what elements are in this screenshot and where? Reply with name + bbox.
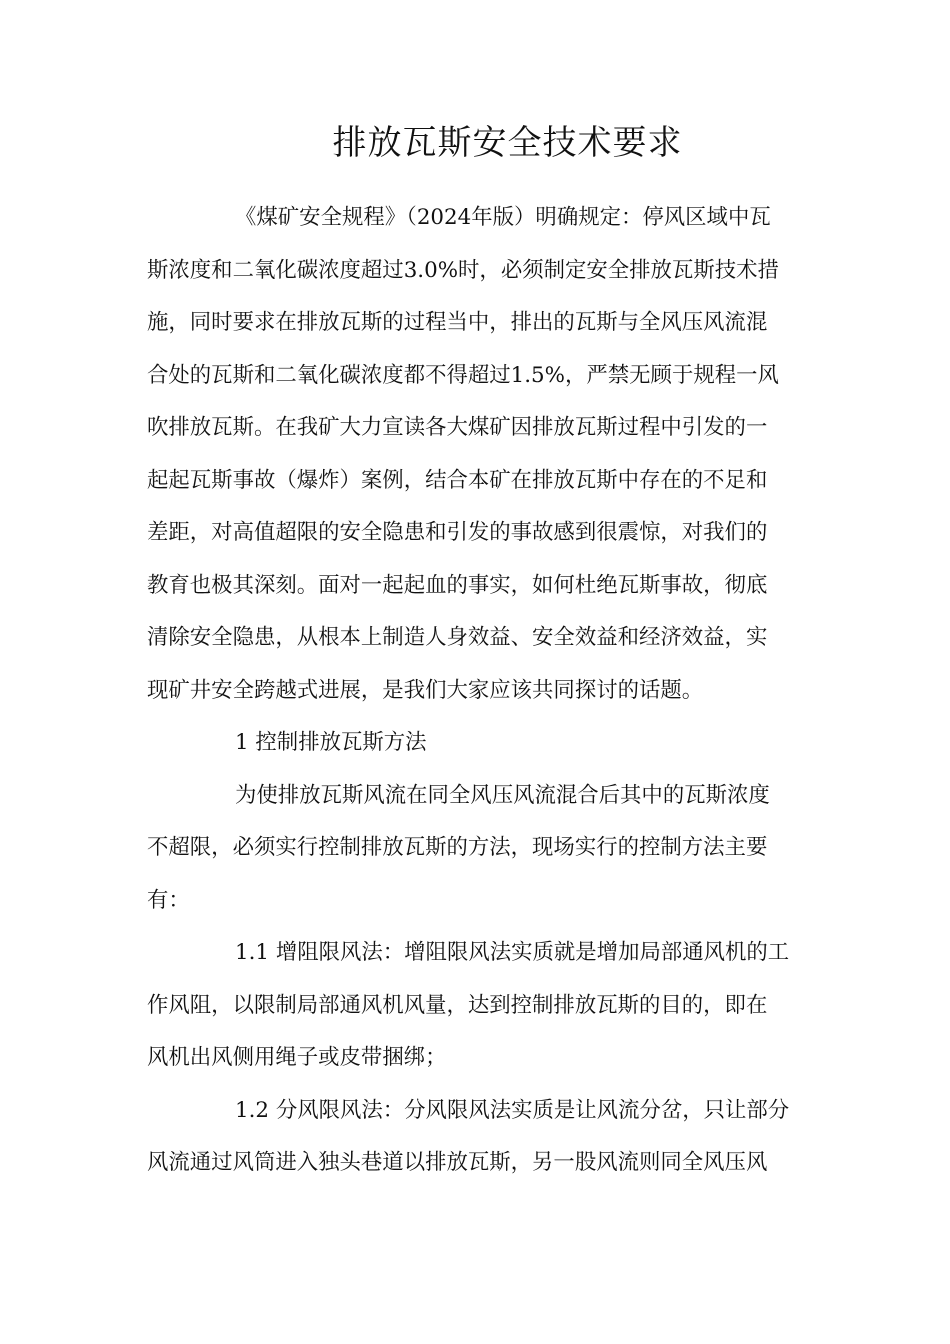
document-title: 排放瓦斯安全技术要求	[332, 123, 683, 163]
paragraph-line: 现矿井安全跨越式进展，是我们大家应该共同探讨的话题。	[147, 677, 704, 703]
paragraph-line: 清除安全隐患，从根本上制造人身效益、安全效益和经济效益，实	[147, 625, 768, 650]
section-heading: 1 控制排放瓦斯方法	[235, 730, 427, 755]
paragraph-line: 作风阻，以限制局部通风机风量，达到控制排放瓦斯的目的，即在	[147, 992, 768, 1018]
paragraph-line: 施，同时要求在排放瓦斯的过程当中，排出的瓦斯与全风压风流混	[147, 310, 768, 335]
document-body	[147, 192, 805, 1190]
paragraph-line: 1.2 分风限风法：分风限风法实质是让风流分岔，只让部分	[235, 1097, 790, 1123]
paragraph-line: 教育也极其深刻。面对一起起血的事实，如何杜绝瓦斯事故，彻底	[147, 572, 768, 598]
paragraph-line: 1.1 增阻限风法：增阻限风法实质就是增加局部通风机的工	[235, 940, 790, 965]
paragraph-line: 为使排放瓦斯风流在同全风压风流混合后其中的瓦斯浓度	[235, 782, 770, 808]
paragraph-line: 《煤矿安全规程》（2024年版）明确规定：停风区域中瓦	[235, 205, 771, 230]
paragraph-line: 吹排放瓦斯。在我矿大力宣读各大煤矿因排放瓦斯过程中引发的一	[147, 415, 768, 440]
paragraph-line: 合处的瓦斯和二氧化碳浓度都不得超过1.5%，严禁无顾于规程一风	[147, 362, 779, 388]
paragraph-line: 不超限，必须实行控制排放瓦斯的方法，现场实行的控制方法主要	[147, 835, 768, 860]
paragraph-line: 差距，对高值超限的安全隐患和引发的事故感到很震惊，对我们的	[147, 520, 768, 545]
paragraph-line: 有：	[147, 887, 190, 913]
paragraph-line: 起起瓦斯事故（爆炸）案例，结合本矿在排放瓦斯中存在的不足和	[147, 467, 768, 493]
paragraph-line: 风流通过风筒进入独头巷道以排放瓦斯，另一股风流则同全风压风	[147, 1150, 768, 1175]
paragraph-line: 斯浓度和二氧化碳浓度超过3.0%时，必须制定安全排放瓦斯技术措	[147, 257, 779, 283]
paragraph-line: 风机出风侧用绳子或皮带捆绑；	[147, 1045, 447, 1070]
